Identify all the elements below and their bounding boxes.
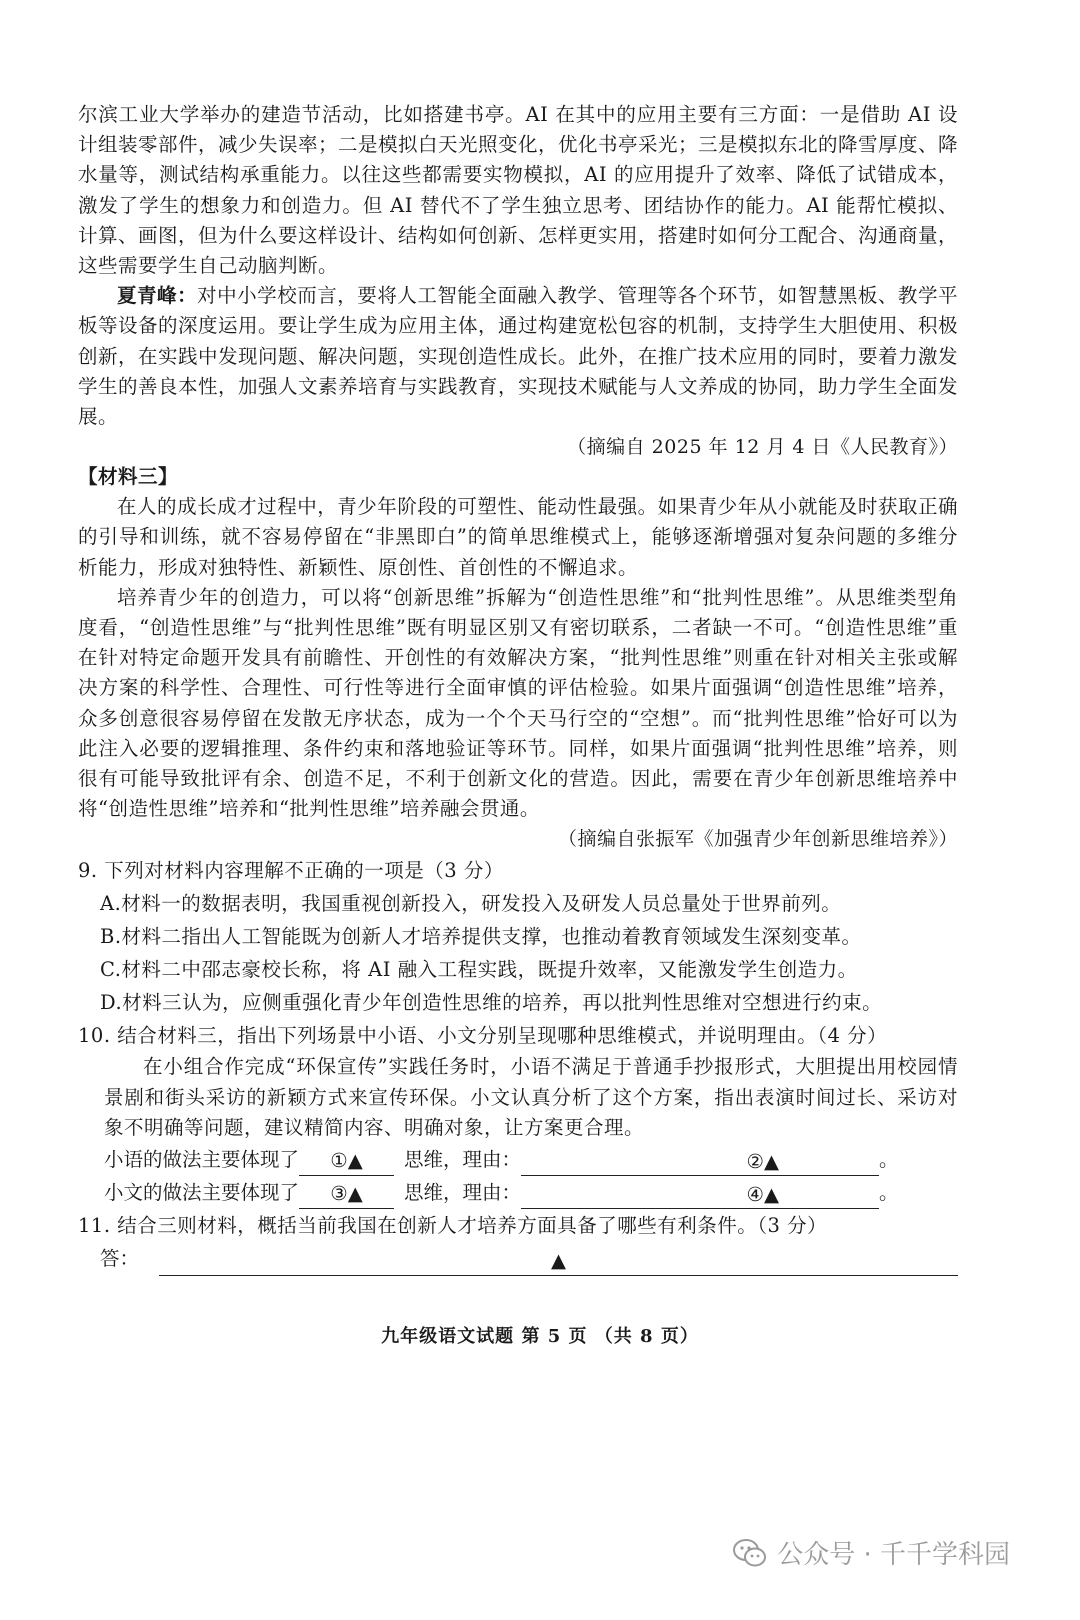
- question-9-option-a: A.材料一的数据表明，我国重视创新投入，研发投入及研发人员总量处于世界前列。: [100, 892, 842, 916]
- wechat-icon: [733, 1538, 767, 1568]
- question-11-stem: 11. 结合三则材料，概括当前我国在创新人才培养方面具备了哪些有利条件。（3 分）: [78, 1214, 828, 1238]
- question-9-option-b: B.材料二指出人工智能既为创新人才培养提供支撑，也推动着教育领域发生深刻变革。: [100, 925, 862, 949]
- row1-lead: 小语的做法主要体现了: [104, 1148, 300, 1172]
- question-10-row-2: [78, 1176, 958, 1209]
- question-11-answer-row: [78, 1242, 958, 1276]
- material3-paragraph-2: 培养青少年的创造力，可以将“创新思维”拆解为“创造性思维”和“批判性思维”。从思维类型角度看，“创造性思维”与“批判性思维”既有明显区别又有密切联系，二者缺一不可。“创造性思维”重在针对特定命题开发具有前瞻性、开创性的有效解决方案，“批判性思维”则重在针对相关主张或解决方案的科学性、合理性、可行性等进行全面审慎的评估检验。如果片面强调“创造性思维”培养，众多创意很容易停留在发散无序状态，成为一个个天马行空的“空想”。而“批判性思维”恰好可以为此注入必要的逻辑推理、条件约束和落地验证等环节。同样，如果片面强调“批判性思维”培养，则很有可能导致批评有余、创造不足，不利于创新文化的营造。因此，需要在青少年创新思维培养中将“创造性思维”培养和“批判性思维”培养融会贯通。: [78, 585, 958, 821]
- answer-label: 答：: [100, 1247, 140, 1271]
- blank-1[interactable]: ①▲: [299, 1147, 394, 1176]
- material3-title: 【材料三】: [78, 465, 179, 489]
- speaker-text: 对中小学校而言，要将人工智能全面融入教学、管理等各个环节，如智慧黑板、教学平板等设备的深度运用。要让学生成为应用主体，通过构建宽松包容的机制，支持学生大胆使用、积极创新，在实践中发现问题、解决问题，实现创造性成长。此外，在推广技术应用的同时，要着力激发学生的善良本性，加强人文素养培育与实践教育，实现技术赋能与人文养成的协同，助力学生全面发展。: [78, 284, 959, 429]
- material2-source: （摘编自 2025 年 12 月 4 日《人民教育》）: [567, 436, 958, 459]
- blank-4[interactable]: ④▲: [521, 1181, 879, 1209]
- exam-page: [78, 100, 958, 1276]
- question-9-stem: 9. 下列对材料内容理解不正确的一项是（3 分）: [78, 859, 504, 883]
- scenario-text: 在小组合作完成“环保宣传”实践任务时，小语不满足于普通手抄报形式，大胆提出用校园情景剧和街头采访的新颖方式来宣传环保。小文认真分析了这个方案，指出表演时间过长、采访对象不明确等问题，建议精简内容、明确对象，让方案更合理。: [104, 1055, 958, 1139]
- material2-speaker-paragraph: [78, 281, 958, 432]
- speaker-name: 夏青峰：: [117, 284, 198, 308]
- answer-line[interactable]: ▲: [159, 1247, 958, 1276]
- row1-end: 。: [879, 1148, 899, 1172]
- watermark-text: 公众号 · 千千学科园: [777, 1540, 1010, 1570]
- page-footer: 九年级语文试题 第 5 页 （共 8 页）: [381, 1326, 699, 1347]
- question-10-stem: 10. 结合材料三，指出下列场景中小语、小文分别呈现哪种思维模式，并说明理由。（4 分）: [78, 1024, 888, 1048]
- question-9-option-c: C.材料二中邵志豪校长称，将 AI 融入工程实践，既提升效率，又能激发学生创造力。: [100, 958, 858, 982]
- material2-paragraph-continued: 尔滨工业大学举办的建造节活动，比如搭建书亭。AI 在其中的应用主要有三方面：一是借助 AI 设计组装零部件，减少失误率；二是模拟白天光照变化，优化书亭采光；三是模拟东北的降雪厚度、降水量等，测试结构承重能力。以往这些都需要实物模拟，AI 的应用提升了效率、降低了试错成本，激发了学生的想象力和创造力。但 AI 替代不了学生独立思考、团结协作的能力。AI 能帮忙模拟、计算、画图，但为什么要这样设计、结构如何创新、怎样更实用，搭建时如何分工配合、沟通商量，这些需要学生自己动脑判断。: [78, 103, 959, 278]
- blank-2[interactable]: ②▲: [521, 1148, 879, 1176]
- question-10-scenario: [78, 1052, 958, 1143]
- blank-3[interactable]: ③▲: [299, 1180, 394, 1209]
- row1-mid: 思维，理由：: [404, 1148, 522, 1172]
- question-9-option-d: D.材料三认为，应侧重强化青少年创造性思维的培养，再以批判性思维对空想进行约束。: [100, 991, 883, 1015]
- question-10-row-1: [78, 1143, 958, 1176]
- row2-mid: 思维，理由：: [404, 1181, 522, 1205]
- material3-paragraph-1: 在人的成长成才过程中，青少年阶段的可塑性、能动性最强。如果青少年从小就能及时获取正确的引导和训练，就不容易停留在“非黑即白”的简单思维模式上，能够逐渐增强对复杂问题的多维分析能力，形成对独特性、新颖性、原创性、首创性的不懈追求。: [78, 495, 958, 579]
- row2-end: 。: [879, 1181, 899, 1205]
- material3-source: （摘编自张振军《加强青少年创新思维培养》）: [557, 828, 958, 851]
- row2-lead: 小文的做法主要体现了: [104, 1181, 300, 1205]
- watermark: [733, 1534, 1010, 1571]
